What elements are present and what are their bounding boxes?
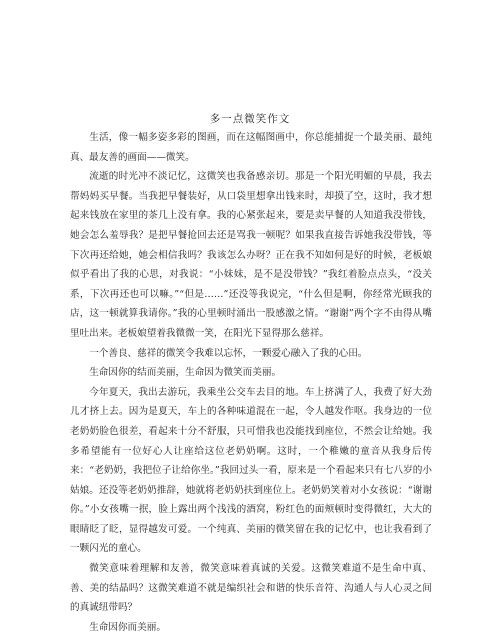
document-body	[70, 128, 432, 637]
paragraph: 今年夏天，我出去游玩，我乘坐公交车去目的地。车上挤满了人，我费了好大劲儿才挤上去。因为是夏天，车上的各种味道混在一起，令人越发作呕。我身边的一位老奶奶脸色很差，看起来十分不舒服，只可惜我也没能找到座位，不然会让给她。我多希望能有一位好心人让座给这位老奶奶啊。这时，一个稚嫩的童音从我身后传来：“老奶奶，我把位子让给你坐。”我回过头一看，原来是一个看起来只有七八岁的小姑娘。还没等老奶奶推辞，她就将老奶奶扶到座位上。老奶奶笑着对小女孩说：“谢谢你。”小女孩嘴一抿，脸上露出两个浅浅的酒窝，粉红色的面颊顿时变得微红，大大的眼睛眨了眨，显得越发可爱。一个纯真、美丽的微笑留在我的记忆中，也让我看到了一颗闪光的童心。	[70, 386, 432, 555]
paragraph: 生活，像一幅多姿多彩的图画，而在这幅图画中，你总能捕捉一个最美丽、最纯真、最友善的画面——微笑。	[70, 132, 432, 163]
paragraph: 生命因你而美丽。	[89, 621, 166, 633]
document-title: 多一点微笑作文	[209, 113, 291, 125]
paragraph: 一个善良、慈祥的微笑令我难以忘怀，一颗爱心融入了我的心田。	[89, 347, 368, 359]
paragraph: 微笑意味着理解和友善，微笑意味着真诚的关爱。这微笑难道不是生命中真、善、美的结晶吗？这微笑难道不就是编织社会和谐的快乐音符、沟通人与人心灵之间的真诚纽带吗？	[70, 563, 432, 614]
paragraph: 生命因你的结而美丽，生命因为微笑而美丽。	[89, 367, 282, 379]
paragraph: 流逝的时光冲不淡记忆，这微笑也我备感亲切。那是一个阳光明媚的早晨，我去帮妈妈买早餐。当我把早餐装好，从口袋里想拿出钱来时，却摸了空，这时，我才想起来钱放在家里的茶几上没有拿。我的心紧张起来，要是卖早餐的人知道我没带钱，她会怎么羞辱我？是把早餐抢回去还是骂我一顿呢？如果我直接告诉她我没带钱，等下次再还给她，她会相信我吗？我该怎么办呀？正在我不知如何是好的时候，老板娘似乎看出了我的心思，对我说：“小妹妹，是不是没带钱？”我红着脸点点头，“没关系，下次再还也可以嘛。”“但是……”还没等我说完，“什么但是啊，你经常光顾我的店，这一顿就算我请你。”我的心里顿时涌出一股感激之情。“谢谢”两个字不由得从嘴里吐出来。老板娘望着我微微一笑，在阳光下显得那么慈祥。	[70, 171, 432, 339]
